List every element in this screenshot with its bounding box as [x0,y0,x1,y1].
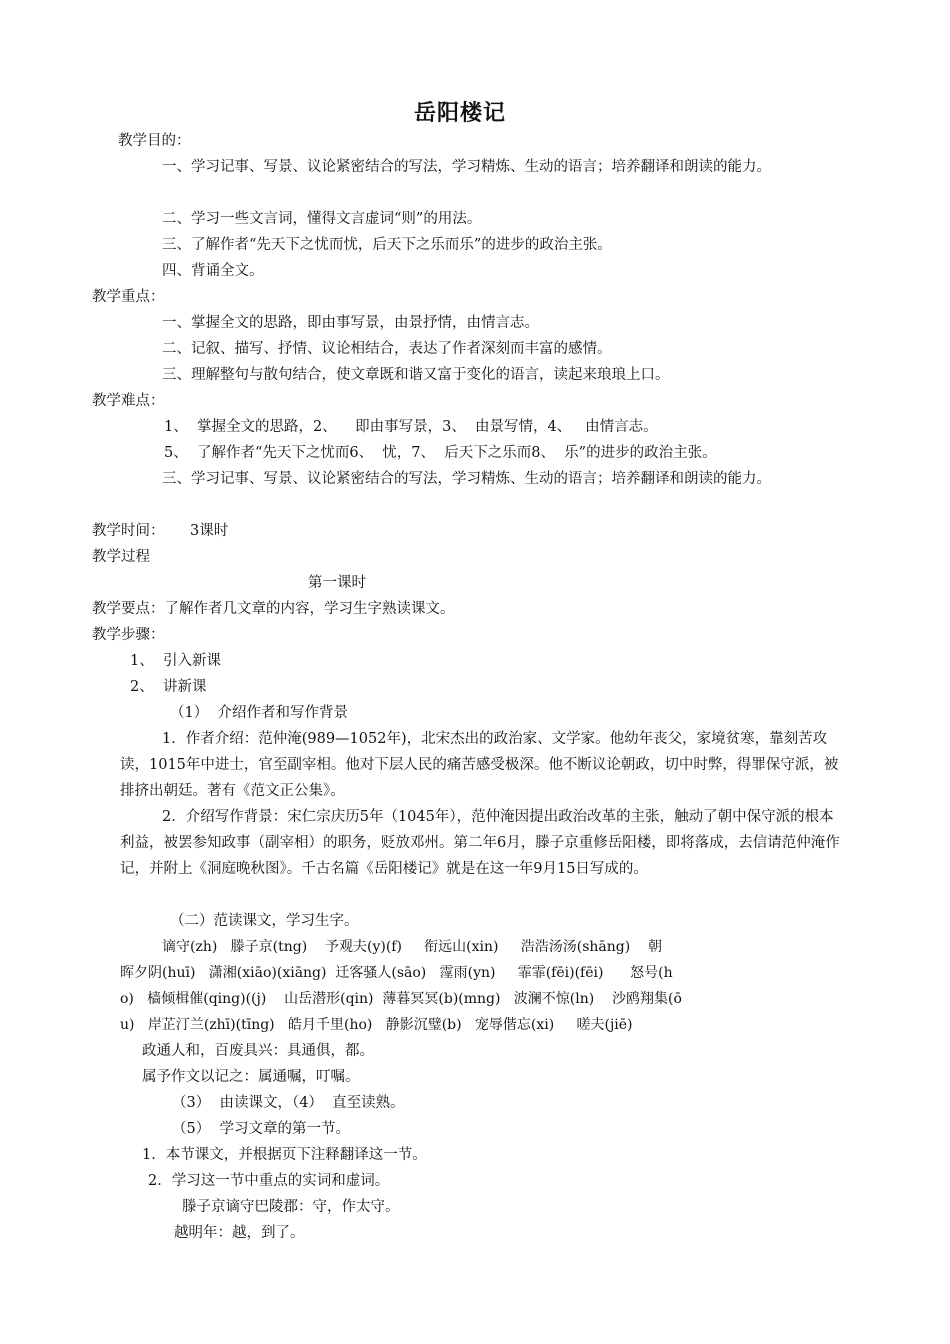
note-2: 属予作文以记之：属通嘱，叮嘱。 [142,1069,360,1085]
objective-item-1: 一、学习记事、写景、议论紧密结合的写法，学习精炼、生动的语言；培养翻译和朗读的能力。 [162,159,771,175]
sub-step-5: （5） 学习文章的第一节。 [172,1121,350,1137]
sub-step-1: （1） 介绍作者和写作背景 [170,705,348,721]
vocab-row-3: o) 樯倾楫催(qing)((j) 山岳潜形(qin) 薄暮冥冥(b)(mng) 波澜不惊(ln) 沙鸥翔集(ō [120,991,682,1007]
vocab-row-4: u) 岸芷汀兰(zhī)(tīng) 皓月千里(ho) 静影沉璧(b) 宠辱偕忘(xi) 嗟夫(jiē) [120,1017,633,1033]
objective-item-2: 二、学习一些文言词，懂得文言虚词“则”的用法。 [162,211,482,227]
vocab-row-2: 晖夕阴(huī) 潇湘(xiāo)(xiāng) 迁客骚人(sāo) 霪雨(yn) 霏霏(fēi)(fēi) 怒号(h [120,965,673,981]
lesson-heading: 第一课时 [308,575,366,591]
objective-item-3: 三、了解作者“先天下之忧而忧，后天下之乐而乐”的进步的政治主张。 [162,237,612,253]
step-1: 1、 引入新课 [130,653,221,669]
key-point-item-3: 三、理解整句与散句结合，使文章既和谐又富于变化的语言，读起来琅琅上口。 [162,367,670,383]
difficulty-line-3: 三、学习记事、写景、议论紧密结合的写法，学习精炼、生动的语言；培养翻译和朗读的能力。 [162,471,771,487]
word-note-1: 滕子京谪守巴陵郡：守，作太守。 [182,1199,400,1215]
sub-step-2: （二）范读课文，学习生字。 [170,913,359,929]
task-2: 2．学习这一节中重点的实词和虚词。 [148,1173,390,1189]
process-heading: 教学过程 [92,549,150,565]
writing-background: 2．介绍写作背景：宋仁宗庆历5年（1045年），范仲淹因提出政治改革的主张，触动了朝中保守派的根本利益，被罢参知政事（副宰相）的职务，贬放邓州。第二年6月，滕子京重修岳阳楼，即将落成，去信请范仲淹作记，并附上《洞庭晚秋图》。千古名篇《岳阳楼记》就是在这一年9月15日写成的。 [120,809,840,877]
key-point-item-2: 二、记叙、描写、抒情、议论相结合，表达了作者深刻而丰富的感情。 [162,341,612,357]
page-title: 岳阳楼记 [413,101,506,126]
difficulties-heading: 教学难点： [92,393,165,409]
task-1: 1．本节课文，并根据页下注释翻译这一节。 [142,1147,427,1163]
key-point-item-1: 一、掌握全文的思路，即由事写景，由景抒情，由情言志。 [162,315,539,331]
author-intro: 1．作者介绍：范仲淹(989—1052年)，北宋杰出的政治家、文学家。他幼年丧父，家境贫寒，靠刻苦攻读，1015年中进士，官至副宰相。他对下层人民的痛苦感受极深。他不断议论朝政，切中时弊，得罪保守派，被排挤出朝廷。著有《范文正公集》。 [120,731,839,799]
objective-item-4: 四、背诵全文。 [162,263,264,279]
time-value: 3课时 [190,523,229,539]
key-points-heading: 教学重点： [92,289,165,305]
step-2: 2、 讲新课 [130,679,207,695]
difficulty-line-2: 5、 了解作者“先天下之忧而6、 忧，7、 后天下之乐而8、 乐”的进步的政治主张。 [164,445,717,461]
vocab-row-1: 谪守(zh) 滕子京(tng) 予观夫(y)(f) 衔远山(xin) 浩浩汤汤(shāng) 朝 [162,939,662,955]
word-note-2: 越明年：越，到了。 [174,1225,305,1241]
note-1: 政通人和，百废具兴：具通俱，都。 [142,1043,374,1059]
time-label: 教学时间： [92,523,165,539]
lesson-points: 教学要点：了解作者几文章的内容，学习生字熟读课文。 [92,601,455,617]
steps-heading: 教学步骤： [92,627,165,643]
objectives-heading: 教学目的： [118,133,191,149]
sub-step-3: （3） 由读课文，（4） 直至读熟。 [172,1095,405,1111]
difficulty-line-1: 1、 掌握全文的思路，2、 即由事写景，3、 由景写情，4、 由情言志。 [164,419,658,435]
